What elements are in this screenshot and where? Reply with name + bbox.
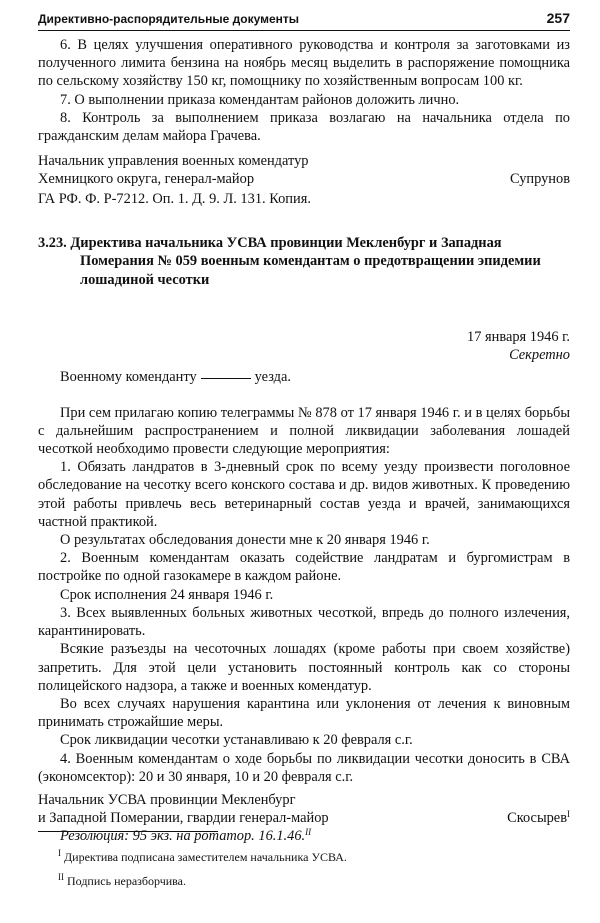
- paragraph-3-measures: Во всех случаях нарушения карантина или уклонения от лечения к виновным принимать строжайшие меры.: [38, 695, 570, 731]
- prev-archive-source: ГА РФ. Ф. Р-7212. Оп. 1. Д. 9. Л. 131. Копия.: [38, 190, 311, 207]
- paragraph-3-deadline: Срок ликвидации чесотки устанавливаю к 20 февраля с.г.: [60, 732, 413, 749]
- prev-signature-line-1: Начальник управления военных комендатур: [38, 153, 309, 170]
- paragraph-intro: При сем прилагаю копию телеграммы № 878 от 17 января 1946 г. и в целях борьбы с дальнейшим распространением и полной ликвидации заболевания лошадей чесоткой необходимо провести следующие мероприятия:: [38, 404, 570, 458]
- paragraph-2: 2. Военным комендантам оказать содействие ландратам и бургомистрам в постройке по одной газокамере в каждом районе.: [38, 550, 570, 585]
- footnote-2: [58, 872, 558, 890]
- footnote-2-text: Подпись неразборчива.: [67, 874, 186, 888]
- document-classification: Секретно: [509, 347, 570, 364]
- footnote-1-mark: I: [58, 848, 61, 858]
- footnote-divider: [38, 831, 218, 832]
- prev-item-8: 8. Контроль за выполнением приказа возлагаю на начальника отдела по гражданским делам майора Грачева.: [38, 109, 570, 145]
- paragraph-3: 3. Всех выявленных больных животных чесоткой, впредь до полного излечения, карантинировать.: [38, 604, 570, 640]
- running-title: Директивно-распорядительные документы: [38, 12, 300, 26]
- document-title: 3.23. Директива начальника УСВА провинции Мекленбург и Западная Померания № 059 военным комендантам о предотвращении эпидемии лошадиной чесотки: [38, 234, 541, 288]
- signature-line-2: и Западной Померании, гвардии генерал-майор: [38, 810, 329, 827]
- page-number: 257: [546, 10, 570, 26]
- addressee: [38, 368, 570, 386]
- signature-footnote-mark: I: [567, 809, 570, 820]
- footnote-2-mark: II: [58, 872, 64, 882]
- running-header: [38, 8, 570, 31]
- resolution-footnote-mark: II: [305, 827, 312, 838]
- paragraph-1-report: О результатах обследования донести мне к 20 января 1946 г.: [60, 532, 430, 549]
- prev-item-6: 6. В целях улучшения оперативного руководства и контроля за заготовками из полученного лимита бензина на ноябрь месяц выделить в распоряжение помощника по сельскому хозяйству 150 кг, помощнику по хозяйственным вопросам 100 кг.: [38, 37, 570, 90]
- prev-signature-block: [38, 152, 570, 188]
- signature-line-1: Начальник УСВА провинции Мекленбург: [38, 791, 296, 808]
- directive-text: [38, 404, 570, 786]
- resolution-text: Резолюция: 95 экз. на ротатор. 16.1.46.: [60, 828, 306, 845]
- addressee-blank-line: [201, 377, 251, 379]
- signature-block: [38, 791, 570, 827]
- paragraph-1: 1. Обязать ландратов в 3-дневный срок по всему уезду произвести поголовное обследование на чесотку всего конского состава и др. видов животных. К проведению этой работы привлечь весь ветеринарный состав уезда и врачей, занимающихся частной практикой.: [38, 459, 570, 530]
- prev-item-7: 7. О выполнении приказа комендантам районов доложить лично.: [60, 91, 460, 108]
- footnotes: [58, 848, 558, 896]
- paragraph-2-deadline: Срок исполнения 24 января 1946 г.: [60, 586, 274, 603]
- document-date: 17 января 1946 г.: [467, 329, 570, 346]
- prev-signature-line-2: Хемницкого округа, генерал-майор: [38, 171, 255, 188]
- prev-signature-name: Супрунов: [509, 171, 570, 188]
- paragraph-3-travel-ban: Всякие разъезды на чесоточных лошадях (кроме работы при своем хозяйстве) запретить. Для этой цели установить постоянный контроль как со стороны полицейского надзора, а также и военных комендатур.: [38, 641, 570, 694]
- signature-name: Скосырев: [507, 810, 567, 827]
- addressee-suffix: уезда.: [254, 369, 291, 386]
- paragraph-4: 4. Военным комендантам о ходе борьбы по ликвидации чесотки доносить в СВА (экономсектор): 20 и 30 января, 10 и 20 февраля с.г.: [38, 750, 570, 785]
- addressee-prefix: Военному коменданту: [60, 369, 197, 386]
- footnote-1-text: Директива подписана заместителем начальника УСВА.: [64, 850, 347, 864]
- page-body: [38, 36, 570, 846]
- signature-name-wrap: [507, 809, 570, 827]
- footnote-1: [58, 848, 558, 866]
